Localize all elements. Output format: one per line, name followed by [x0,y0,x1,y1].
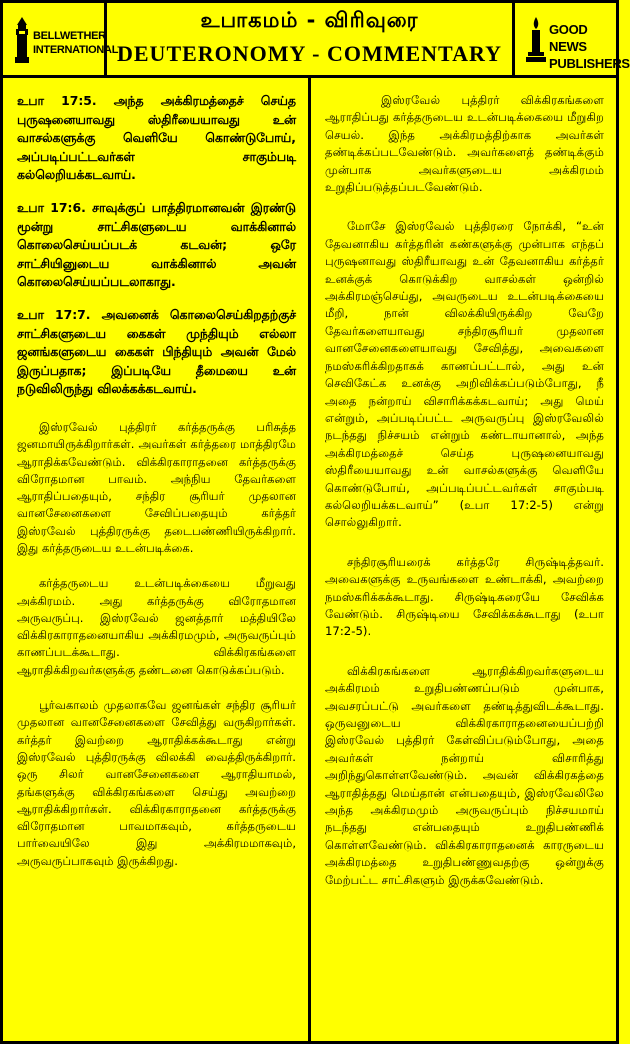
candle-icon [525,17,547,63]
left-column [0,78,311,1044]
good-news-logo-text: GOOD NEWS PUBLISHERS [549,22,630,71]
commentary-paragraph: இஸ்ரவேல் புத்திரர் கர்த்தருக்கு பரிசுத்த ஜனமாயிருக்கிறார்கள். அவர்கள் கர்த்தரை மாத்திரமே ஆராதிக்கவேண்டும். விக்கிரகாராதனை கர்த்தருக்கு விரோதமான பாவம். அந்நிய தேவர்களை ஆராதிப்பதையும், சந்திர சூரியர் முதலான வானசேனைகளை சேவிப்பதையும் கர்த்தர் இஸ்ரவேல் புத்திரருக்கு தடைபண்ணியிருக்கிறார். இது கர்த்தருடைய உடன்படிக்கை. [17,419,296,555]
bellwether-logo [3,3,119,75]
tower-icon [13,17,31,65]
bellwether-logo-text: BELLWETHER INTERNATIONAL [33,30,119,56]
good-news-logo [512,3,630,75]
page-title-english: DEUTERONOMY - COMMENTARY [117,40,502,66]
commentary-paragraph: இஸ்ரவேல் புத்திரர் விக்கிரகங்களை ஆராதிப்பது கர்த்தருடைய உடன்படிக்கையை மீறுகிற செயல். இந்த அக்கிரமத்திற்காக அவர்கள் தண்டிக்கப்படவேண்டும். அவர்களைத் தண்டிக்கும் முன்பாக அவர்களுடைய அக்கிரமம் உறுதிப்படுத்தப்படவேண்டும். [325,93,604,195]
header [0,0,630,78]
page-title-tamil: உபாகமம் - விரிவுரை [200,7,419,32]
commentary-paragraph: பூர்வகாலம் முதலாகவே ஜனங்கள் சந்திர சூரியர் முதலான வானசேனைகளை சேவித்து வருகிறார்கள். கர்த்தர் இவற்றை ஆராதிக்கக்கூடாது என்று இஸ்ரவேல் புத்திரருக்கு விலக்கி வைத்திருக்கிறார். ஒரு சிலர் வானசேனைகளை ஆராதியாமல், தங்களுக்கு விக்கிரகங்களை செய்து அவற்றை ஆராதிக்கிறார்கள். விக்கிரகாராதனை கர்த்தருக்கு விரோதமான பாவமாகவும், கர்த்தருடைய பார்வையிலே இது அக்கிரமமாகவும், அருவருப்பாகவும் இருக்கிறது. [17,698,296,868]
commentary-paragraph: சந்திரசூரியரைக் கர்த்தரே சிருஷ்டித்தவர். அவைகளுக்கு உருவங்களை உண்டாக்கி, அவற்றை நமஸ்கரிக்கக்கூடாது. சிருஷ்டிகரையே சேவிக்க வேண்டும். சிருஷ்டியை சேவிக்கக்கூடாது (உபா 17:2-5). [325,554,604,639]
right-column [311,78,619,1044]
commentary-paragraph: மோசே இஸ்ரவேல் புத்திரரை நோக்கி, “உன் தேவனாகிய கர்த்தரின் கண்களுக்கு முன்பாக எந்தப் புருஷனாவது ஸ்திரீயாவது உன் தேவனாகிய கர்த்தர் உனக்குக் கொடுக்கிற வாசல்கள் ஒன்றில் அக்கிரமஞ்செய்து, அவருடைய உடன்படிக்கையை மீறி, நான் விலக்கியிருக்கிற வேறே தேவர்களையாவது சந்திரசூரியர் முதலான வானசேனைகளையாவது சேவித்து, அவைகளை நமஸ்கரிக்கிறதாகக் காணப்பட்டால், அது உன் செவிகேட்க உனக்கு அறிவிக்கப்படும்போது, நீ அதை நன்றாய் விசாரிக்கக்கடவாய்; அது மெய் என்றும், அப்படிப்பட்ட அருவருப்பு இஸ்ரவேலில் நடந்தது நிச்சயம் என்றும் கண்டாயானால், அந்த அக்கிரமத்தைச் செய்த புருஷனையாவது ஸ்திரீயையாவது உன் வாசல்களுக்கு வெளியே கொண்டுபோய், அப்படிப்பட்டவர்கள் சாகும்படி கல்லெறியக்கடவாய்” (உபா 17:2-5) என்று சொல்லுகிறார். [325,219,604,530]
verse-17-7: உபா 17:7. அவனைக் கொலைசெய்கிறதற்குச் சாட்சிகளுடைய கைகள் முந்தியும் எல்லா ஜனங்களுடைய கைகள் பிந்தியும் அவன் மேல் இருப்பதாக; இப்படியே தீமையை உன் நடுவிலிருந்து விலக்கக்கடவாய். [17,306,296,397]
verse-17-5: உபா 17:5. அந்த அக்கிரமத்தைச் செய்த புருஷனையாவது ஸ்திரீயையாவது உன் வாசல்களுக்கு வெளியே கொண்டுபோய், அப்படிப்பட்டவர்கள் சாகும்படி கல்லெறியக்கடவாய். [17,93,296,183]
verse-17-6: உபா 17:6. சாவுக்குப் பாத்திரமானவன் இரண்டு மூன்று சாட்சிகளுடைய வாக்கினால் கொலைசெய்யப்படக் கடவன்; ஒரே சாட்சியினுடைய வாக்கினால் அவன் கொலைசெய்யப்படலாகாது. [17,199,296,290]
column-divider [308,78,311,1044]
commentary-paragraph: கர்த்தருடைய உடன்படிக்கையை மீறுவது அக்கிரமம். அது கர்த்தருக்கு விரோதமான அருவருப்பு. இஸ்ரவேல் ஜனத்தார் மத்தியிலே விக்கிரகாராதனையாகிய அக்கிரமமும், அருவருப்பும் காணப்படக்கூடாது. விக்கிரகங்களை ஆராதிக்கிறவர்களுக்கு தண்டனை கொடுக்கப்படும். [17,576,296,677]
commentary-paragraph: விக்கிரகங்களை ஆராதிக்கிறவர்களுடைய அக்கிரமம் உறுதிபண்ணப்படும் முன்பாக, அவசரப்பட்டு அவர்களை தண்டித்துவிடக்கூடாது. ஒருவனுடைய விக்கிரகாராதனையைப்பற்றி இஸ்ரவேல் புத்திரர் கேள்விப்படும்போது, அதை அவர்கள் நன்றாய் விசாரித்து அறிந்துகொள்ளவேண்டும். அவன் விக்கிரகத்தை ஆராதித்தது மெய்தான் என்பதையும், இஸ்ரவேலிலே அந்த அக்கிரமமும் அருவருப்பும் நிச்சயமாய் நடந்தது என்பதையும் உறுதிபண்ணிக் கொள்ளவேண்டும். விக்கிரகாராதனைக் காரருடைய அக்கிரமத்தை உறுதிபண்ணுவதற்கு ஒன்றுக்கு மேற்பட்ட சாட்சிகளும் இருக்கவேண்டும். [325,663,604,887]
title-block [107,3,512,75]
